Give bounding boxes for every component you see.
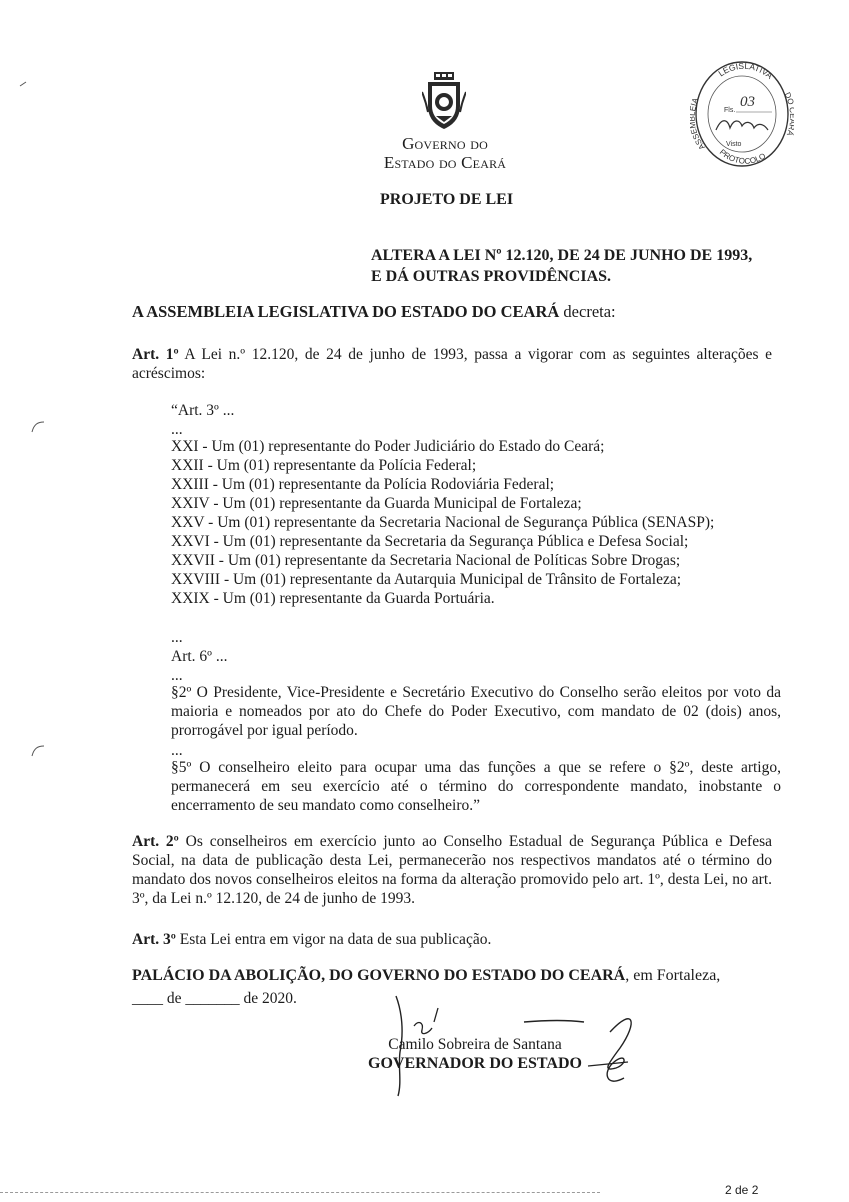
ellipsis: ... [171,667,183,684]
quoted-art-6: Art. 6º ... [171,648,228,665]
signer-name: Camilo Sobreira de Santana [388,1036,562,1053]
margin-mark [30,418,46,434]
article-2-text: Os conselheiros em exercício junto ao Conselho Estadual de Segurança Pública e Defesa Social, na data de publicação desta Lei, permanecerão nos respectivos mandatos até o término do mandato dos novos conselheiros eleitos na forma da alteração promovido pelo art. 1º, desta Lei, no art. 3º, da Lei n.º 12.120, de 24 de junho de 1993. [132,833,772,907]
date-year: de 2020. [239,990,297,1007]
stamp-arc-right: D [782,90,794,100]
svg-text:ASSEMBLEIA [690,96,707,151]
closing-place [132,966,772,985]
law-summary-line-2: E DÁ OUTRAS PROVIDÊNCIAS. [371,268,612,285]
svg-text:LEGISLATIVA [716,61,775,81]
list-item: XXVII - Um (01) representante da Secretaria Nacional de Políticas Sobre Drogas; [171,552,681,569]
article-1-label: Art. 1º [132,346,179,363]
list-item: XXIX - Um (01) representante da Guarda Portuária. [171,590,495,607]
items-list [171,437,781,608]
stamp-arc-left: ASSE IA [690,96,707,152]
ellipsis: ... [171,742,183,759]
list-item: XXVIII - Um (01) representante da Autarquia Municipal de Trânsito de Fortaleza; [171,571,682,588]
stamp-fls-label: Fls. [724,107,736,114]
signature-block [345,1035,605,1073]
article-3-text: Esta Lei entra em vigor na data de sua publicação. [175,931,492,948]
margin-mark [18,76,34,92]
protocol-stamp [690,50,794,174]
date-month-blank: _______ [185,990,240,1007]
decree-verb: decreta: [559,302,616,321]
quoted-art-3: “Art. 3º ... [171,402,235,419]
law-summary-line-1: ALTERA A LEI Nº 12.120, DE 24 DE JUNHO DE 1993, [371,247,753,264]
article-2-label: Art. 2º [132,833,179,850]
government-name-line-1: Governo do [402,134,488,153]
article-3 [132,930,772,949]
government-name-line-2: Estado do Ceará [383,153,507,172]
svg-text:DO CEARÁ [783,91,794,138]
paragraph-5: §5º O conselheiro eleito para ocupar uma das funções a que se refere o §2º, deste artigo, permanecerá em seu exercício até o término do correspondente mandato, inobstante o encerramento de seu mandato como conselheiro.” [171,759,781,814]
article-3-label: Art. 3º [132,931,176,948]
stamp-signature [716,121,768,130]
closing-palace: PALÁCIO DA ABOLIÇÃO, DO GOVERNO DO ESTADO DO CEARÁ [132,967,626,984]
paragraph-2: §2º O Presidente, Vice-Presidente e Secretário Executivo do Conselho serão eleitos por voto da maioria e nomeados por ato do Chefe do Poder Executivo, com mandato de 02 (dois) anos, prorrogável por igual período. [171,684,781,739]
list-item: XXVI - Um (01) representante da Secretaria da Segurança Pública e Defesa Social; [171,533,689,550]
law-summary [371,245,791,287]
stamp-arc-top: LEGISLATIVA [716,60,775,81]
list-item: XXIV - Um (01) representante da Guarda Municipal de Fortaleza; [171,495,582,512]
margin-mark [30,742,46,758]
footer-divider [0,1192,600,1193]
list-item: XXI - Um (01) representante do Poder Judiciário do Estado do Ceará; [171,438,605,455]
decree-authority: A ASSEMBLEIA LEGISLATIVA DO ESTADO DO CEARÁ [132,302,560,321]
list-item: XXIII - Um (01) representante da Polícia Rodoviária Federal; [171,476,555,493]
ellipsis: ... [171,629,183,646]
closing-date: ____ de _______ de 2020. [132,990,297,1007]
coat-of-arms-emblem [422,72,466,130]
stamp-visto-label: Visto [726,141,742,148]
signer-title: GOVERNADOR DO ESTADO [368,1055,582,1072]
page-number: 2 de 2 [725,1183,759,1197]
date-day-blank: ____ [132,990,163,1007]
article-1-text: A Lei n.º 12.120, de 24 de junho de 1993, passa a vigorar com as seguintes alterações e acréscimos: [132,346,773,382]
document-title: PROJETO DE LEI [380,191,514,208]
stamp-arc-bottom: PROTOCOLO [717,147,768,166]
list-item: XXV - Um (01) representante da Secretaria Nacional de Segurança Pública (SENASP); [171,514,715,531]
ellipsis: ... [171,421,183,438]
article-2 [132,832,772,908]
article-1 [132,345,772,383]
list-item: XXII - Um (01) representante da Polícia Federal; [171,457,477,474]
decree-clause [132,302,616,322]
stamp-fls-value: 03 [740,94,755,110]
closing-city: , em Fortaleza, [625,967,721,984]
